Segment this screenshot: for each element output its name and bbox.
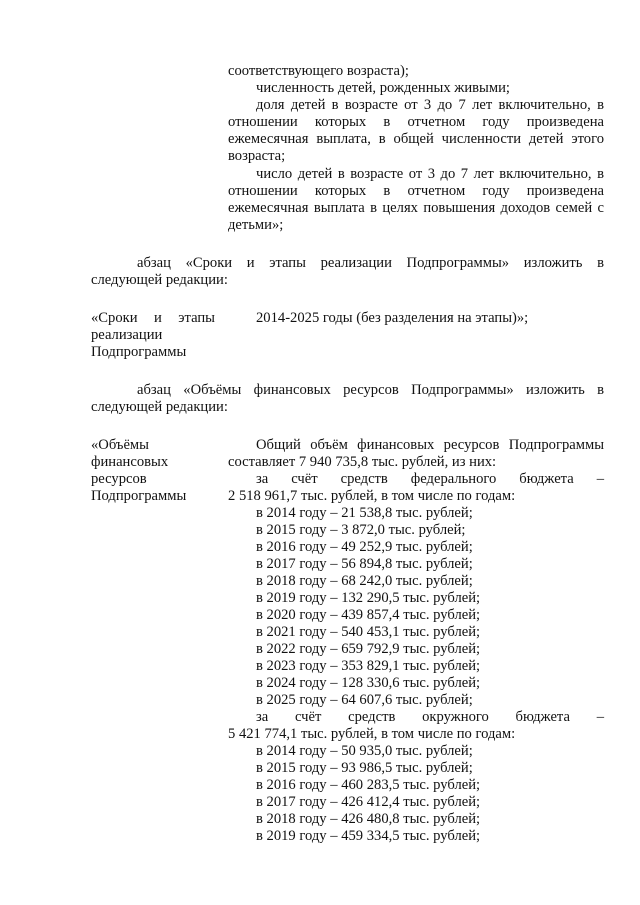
text-line: ежемесячная выплата, в общей численности детей этого: [228, 131, 604, 147]
text-line: доля детей в возрасте от 3 до 7 лет включительно, в: [256, 97, 604, 113]
federal-year-item: в 2015 году – 3 872,0 тыс. рублей;: [256, 522, 466, 538]
federal-year-item: в 2018 году – 68 242,0 тыс. рублей;: [256, 573, 473, 589]
federal-year-item: в 2017 году – 56 894,8 тыс. рублей;: [256, 556, 473, 572]
federal-year-item: в 2024 году – 128 330,6 тыс. рублей;: [256, 675, 481, 691]
volumes-label: финансовых: [91, 454, 169, 470]
federal-year-item: в 2021 году – 540 453,1 тыс. рублей;: [256, 624, 481, 640]
terms-label: реализации: [91, 327, 163, 343]
text-line: детьми»;: [228, 217, 284, 233]
text-line: отношении которых в отчетном году произведена: [228, 183, 604, 199]
volumes-total: Общий объём финансовых ресурсов Подпрограммы: [256, 437, 604, 453]
volumes-total: составляет 7 940 735,8 тыс. рублей, из них:: [228, 454, 497, 470]
terms-value: 2014-2025 годы (без разделения на этапы)»;: [256, 310, 529, 326]
federal-year-item: в 2020 году – 439 857,4 тыс. рублей;: [256, 607, 481, 623]
district-budget-line: за счёт средств окружного бюджета –: [256, 709, 604, 725]
district-year-item: в 2014 году – 50 935,0 тыс. рублей;: [256, 743, 473, 759]
volumes-label: ресурсов: [91, 471, 147, 487]
district-year-item: в 2016 году – 460 283,5 тыс. рублей;: [256, 777, 481, 793]
federal-year-item: в 2016 году – 49 252,9 тыс. рублей;: [256, 539, 473, 555]
text-line: соответствующего возраста);: [228, 63, 409, 79]
text-line: число детей в возрасте от 3 до 7 лет включительно, в: [256, 166, 604, 182]
district-budget-line: 5 421 774,1 тыс. рублей, в том числе по годам:: [228, 726, 516, 742]
district-year-item: в 2018 году – 426 480,8 тыс. рублей;: [256, 811, 481, 827]
federal-year-item: в 2023 году – 353 829,1 тыс. рублей;: [256, 658, 481, 674]
text-line: отношении которых в отчетном году произведена: [228, 114, 604, 130]
federal-year-item: в 2022 году – 659 792,9 тыс. рублей;: [256, 641, 481, 657]
text-line: ежемесячная выплата в целях повышения доходов семей с: [228, 200, 604, 216]
district-year-item: в 2015 году – 93 986,5 тыс. рублей;: [256, 760, 473, 776]
paragraph-terms-line: абзац «Сроки и этапы реализации Подпрограммы» изложить в: [137, 255, 604, 271]
terms-label: «Сроки и этапы: [91, 310, 215, 326]
text-line: численность детей, рожденных живыми;: [256, 80, 510, 96]
terms-label: Подпрограммы: [91, 344, 187, 360]
paragraph-volumes-line: следующей редакции:: [91, 399, 228, 415]
volumes-label: Подпрограммы: [91, 488, 187, 504]
district-year-item: в 2019 году – 459 334,5 тыс. рублей;: [256, 828, 481, 844]
volumes-label: «Объёмы: [91, 437, 149, 453]
federal-budget-line: за счёт средств федерального бюджета –: [256, 471, 604, 487]
paragraph-volumes-line: абзац «Объёмы финансовых ресурсов Подпрограммы» изложить в: [137, 382, 604, 398]
district-year-item: в 2017 году – 426 412,4 тыс. рублей;: [256, 794, 481, 810]
federal-year-item: в 2014 году – 21 538,8 тыс. рублей;: [256, 505, 473, 521]
text-line: возраста;: [228, 148, 286, 164]
federal-budget-line: 2 518 961,7 тыс. рублей, в том числе по годам:: [228, 488, 516, 504]
paragraph-terms-line: следующей редакции:: [91, 272, 228, 288]
federal-year-item: в 2025 году – 64 607,6 тыс. рублей;: [256, 692, 473, 708]
federal-year-item: в 2019 году – 132 290,5 тыс. рублей;: [256, 590, 481, 606]
